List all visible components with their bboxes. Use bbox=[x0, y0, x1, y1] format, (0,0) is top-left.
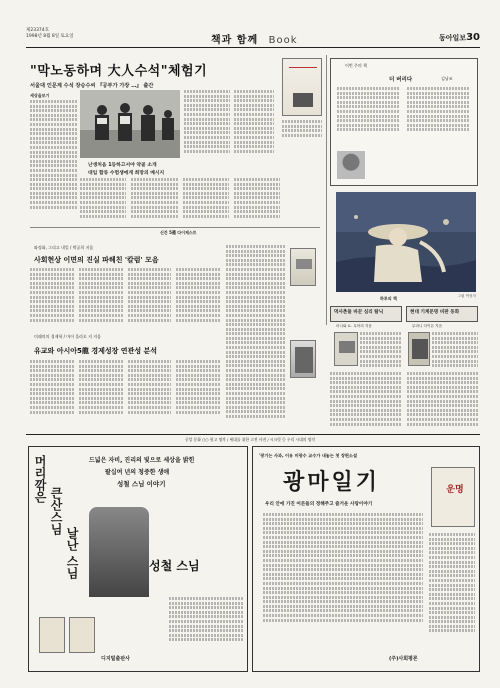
painting-illustration bbox=[336, 192, 476, 292]
issue-info bbox=[26, 28, 74, 40]
ad-left-book-1 bbox=[39, 617, 65, 653]
new-books-label: 신간 5選 다이제스트 bbox=[160, 230, 197, 235]
masthead bbox=[26, 28, 480, 48]
paper-name: 동아일보 bbox=[439, 34, 467, 42]
ad-right-book-cover-title: 운명 bbox=[446, 485, 464, 495]
ad-left-vertical-1: 머리깎은 bbox=[33, 455, 47, 503]
poem-author: 김남조 bbox=[441, 76, 453, 81]
poem-box-label: 이번 주의 책 bbox=[345, 63, 367, 68]
author-portrait bbox=[337, 151, 365, 179]
right-text-2 bbox=[432, 332, 478, 372]
lead-book-caption bbox=[282, 120, 322, 140]
lead-text-bottom bbox=[80, 178, 280, 224]
monk-photo bbox=[89, 507, 149, 597]
lead-subtitle: 서울대 인문계 수석 장승수씨 『공부가 가장 …』 출간 bbox=[30, 83, 154, 89]
lead-headline: "막노동하며 大人수석"체험기 bbox=[30, 64, 208, 79]
right-book1-box bbox=[330, 306, 402, 322]
lead-text-col-3 bbox=[234, 90, 274, 160]
ad-right-book-cover bbox=[431, 467, 475, 527]
right-book2-title: 현대 기계문명 비판 동화 bbox=[410, 310, 460, 315]
right-book2-sub: 무라니 다이몬 지음 bbox=[412, 324, 443, 328]
ad-right-kicker: '광기는 사과, 이유 미광수 교수가 내놓는 첫 장편소설 bbox=[259, 453, 358, 458]
poem-box bbox=[330, 58, 478, 186]
right-book2-box bbox=[406, 306, 478, 322]
ad-strip-text: 중앙 문화 ○○ 원고 명작 / 세대를 위한 고전 사전 / 시크릿 등 우리 시대의 명작 bbox=[185, 437, 315, 442]
page-number: 30 bbox=[466, 32, 480, 43]
poem-text-col-1 bbox=[337, 87, 399, 137]
ad-left-headline2: 팔십여 년의 청중한 생애 bbox=[105, 469, 170, 476]
column-divider bbox=[326, 55, 327, 325]
poem-title: 더 버리다 bbox=[389, 77, 413, 83]
review1-byline: 와정화, 그리고 내일 / 박공희 지음 bbox=[34, 245, 94, 250]
issue-date: 1998년 8월 8일 토요일 bbox=[26, 34, 74, 39]
page-number-block bbox=[439, 32, 480, 43]
ad-right-text bbox=[263, 513, 423, 633]
lead-text-col-1 bbox=[30, 100, 78, 220]
ad-left bbox=[28, 446, 248, 672]
ad-left-vertical-3: 날난 스님 bbox=[65, 527, 79, 580]
ad-right-tagline: 우리 안에 가진 어른들의 정해주고 즐거운 사랑이야기 bbox=[265, 502, 373, 507]
ad-left-vertical-2: 큰산스님 bbox=[49, 487, 63, 535]
lead-photo bbox=[80, 90, 180, 158]
painting-woman-hat bbox=[336, 192, 476, 292]
lead-caption-heading: 세상을보기 bbox=[30, 93, 50, 98]
right-book-cover-2 bbox=[408, 332, 430, 366]
right-book1-title: 먹사촌들 바꾼 심리 탐닉 bbox=[334, 310, 384, 315]
right-book1-sub: 마니와 요. 무어의 지음 bbox=[336, 324, 372, 328]
review2-title: 유교와 아시아5龍 경제성장 연관성 분석 bbox=[34, 347, 158, 355]
lead-section-heading: 난생처음 1등하고서야 약골 소개 bbox=[88, 163, 157, 168]
mid-col-text bbox=[226, 245, 286, 425]
painting-caption: 그림 여성자 bbox=[457, 294, 476, 298]
review2-byline: 미래의의 경제학 / 마이 올라오 지 지음 bbox=[34, 334, 101, 339]
ad-left-book-2 bbox=[69, 617, 95, 653]
right-label: 하루의 책 bbox=[380, 296, 397, 301]
lead-book-cover bbox=[282, 58, 322, 116]
workers-photo-illustration bbox=[80, 90, 180, 158]
ad-right-side-text bbox=[429, 533, 475, 643]
ad-left-headline3: 성철 스님 이야기 bbox=[117, 480, 166, 488]
lead-section-heading-2: 대입 합류 수험생에게 희망의 메시지 bbox=[88, 171, 165, 176]
right-text-3 bbox=[330, 372, 478, 432]
ad-right bbox=[252, 446, 480, 672]
poem-text-col-2 bbox=[407, 87, 469, 137]
ad-left-publisher: 디지털출판사 bbox=[101, 656, 130, 662]
review2-text bbox=[30, 360, 220, 424]
book-cover-1 bbox=[290, 248, 316, 286]
book-cover-2 bbox=[290, 340, 316, 378]
section-title bbox=[211, 31, 298, 46]
ad-right-publisher: (주)사회평론 bbox=[389, 656, 418, 662]
section-divider bbox=[30, 227, 320, 228]
section-title-ko: 책과 함께 bbox=[211, 35, 259, 46]
ad-left-headline: 드넓은 자비, 진리의 빛으로 세상을 밝힌 bbox=[89, 457, 195, 464]
review1-text bbox=[30, 268, 220, 328]
review1-title: 사회현상 이면의 진실 파헤친 '칼럼' 모음 bbox=[34, 256, 159, 264]
ad-right-title: 광마일기 bbox=[283, 470, 381, 495]
issue-number: 제23374호 bbox=[26, 28, 50, 33]
right-book-cover-1 bbox=[334, 332, 358, 366]
ad-top-rule bbox=[26, 434, 480, 435]
lead-text-col-2 bbox=[184, 90, 230, 160]
section-title-en: Book bbox=[268, 35, 298, 46]
ad-left-calligraphy: 성철 스님 bbox=[149, 559, 200, 573]
ad-left-text bbox=[169, 597, 243, 645]
right-text-1 bbox=[360, 332, 402, 372]
